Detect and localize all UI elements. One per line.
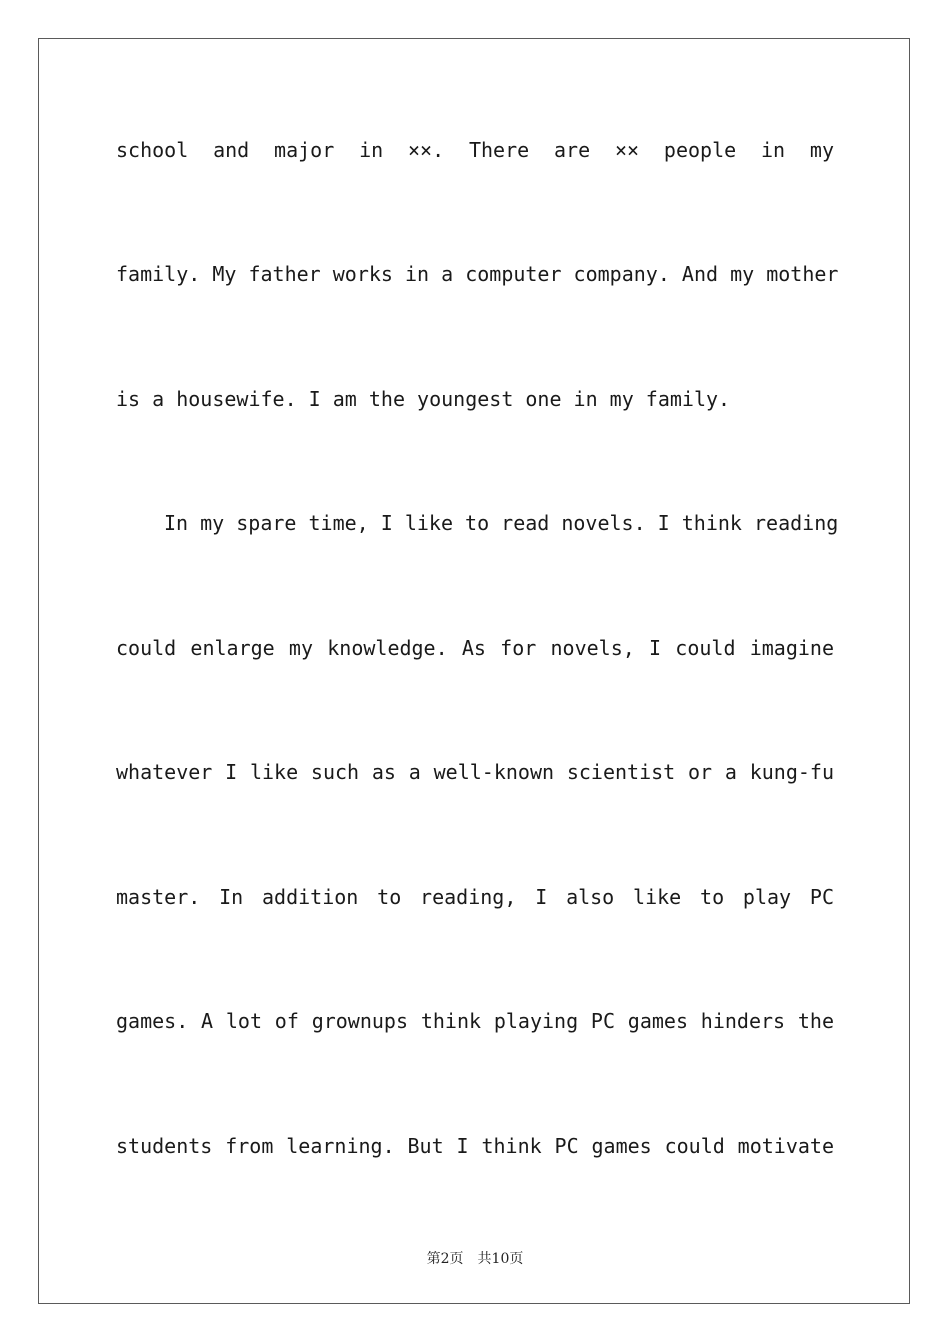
- current-page-number: 第2页: [426, 1251, 464, 1267]
- page-footer: [0, 1248, 950, 1268]
- body-text-line-2: family. My father works in a computer company. And my mother: [116, 262, 839, 286]
- paragraph-start-line: In my spare time, I like to read novels. I think reading: [164, 511, 839, 535]
- body-text-line-8: games. A lot of grownups think playing PC games hinders the: [116, 1009, 834, 1033]
- body-text-line-7: master. In addition to reading, I also like to play PC: [116, 885, 834, 909]
- page-border: [38, 38, 910, 1304]
- body-text-line-6: whatever I like such as a well-known scientist or a kung-fu: [116, 760, 834, 784]
- body-text-line-3: is a housewife. I am the youngest one in my family.: [116, 387, 731, 411]
- total-pages: 共10页: [477, 1251, 524, 1267]
- body-text-line-5: could enlarge my knowledge. As for novels, I could imagine: [116, 636, 834, 660]
- body-text-line-9: students from learning. But I think PC games could motivate: [116, 1134, 834, 1158]
- body-text-line-1: school and major in ××. There are ×× people in my: [116, 138, 834, 162]
